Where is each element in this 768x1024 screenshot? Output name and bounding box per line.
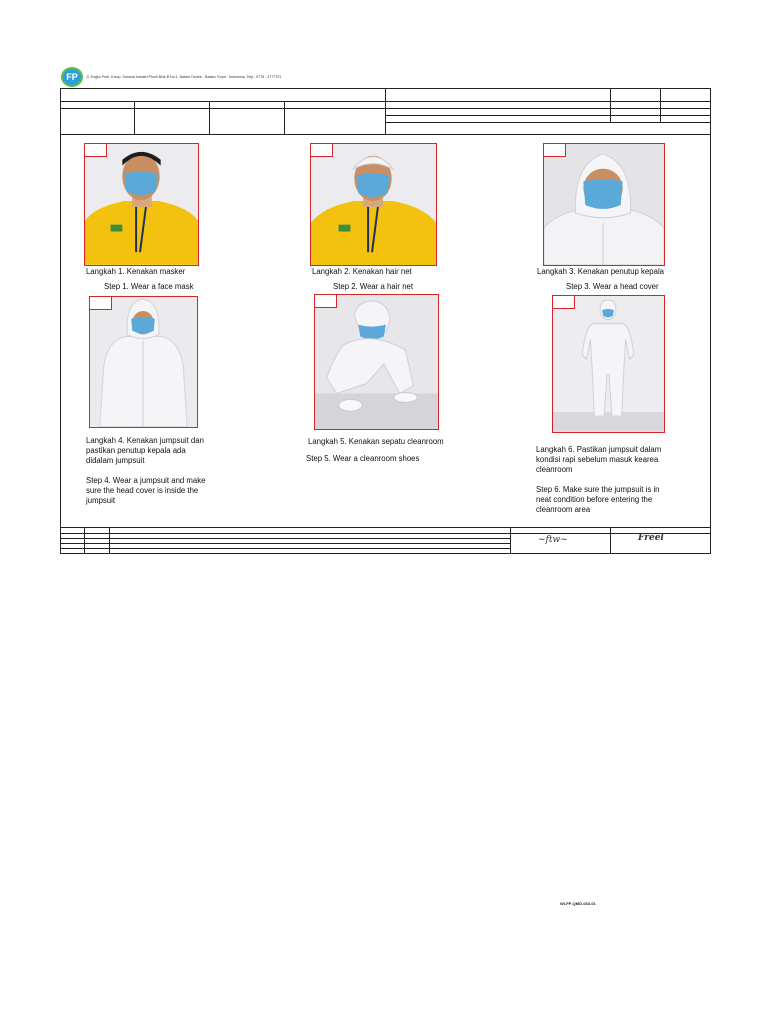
person-jumpsuit-photo [90,297,197,427]
signature-approver-1: ~ftw~ [538,535,568,545]
person-mask-photo [85,144,198,265]
document-number: WI-FP-QMD-033-01 [560,901,596,906]
step-2-caption-en: Step 2. Wear a hair net [333,282,414,291]
step-1-caption-en: Step 1. Wear a face mask [104,282,194,291]
signature-approver-2: Freel [638,533,664,543]
step-3-caption-en: Step 3. Wear a head cover [566,282,659,291]
step-3-photo [543,143,665,266]
step-5-number-box [315,295,337,308]
step-5-caption-en: Step 5. Wear a cleanroom shoes [306,454,420,463]
step-2-photo [310,143,437,266]
step-4-number-box [90,297,112,310]
person-shoes-photo [315,295,438,429]
step-3-caption-id: Langkah 3. Kenakan penutup kepala [537,267,665,276]
company-address: Jl. Engku Putri, Komp. Susana Industri Phoril Blok B No.1, Batam Centre - Batam, Kepri - Indonesia, Telp : 0778 - 4777701 [86,75,282,79]
step-2-caption-id: Langkah 2. Kenakan hair net [312,267,412,276]
step-1-photo [84,143,199,266]
step-2-number-box [311,144,333,157]
person-head-cover-photo [544,144,664,265]
company-logo: FP [61,67,83,87]
step-4-photo [89,296,198,428]
step-1-caption-id: Langkah 1. Kenakan masker [86,267,186,276]
step-5-caption-id: Langkah 5. Kenakan sepatu cleanroom [308,437,444,446]
step-4-caption-id: Langkah 4. Kenakan jumpsuit dan pastikan penutup kepala ada didalam jumpsuit [86,436,204,465]
step-4-caption-en: Step 4. Wear a jumpsuit and make sure the head cover is inside the jumpsuit [86,476,206,505]
step-1-number-box [85,144,107,157]
step-6-number-box [553,296,575,309]
person-hairnet-photo [311,144,436,265]
step-3-number-box [544,144,566,157]
step-6-caption-en: Step 6. Make sure the jumpsuit is in neat condition before entering the cleanroom area [536,485,660,514]
person-full-suit-photo [553,296,664,432]
step-5-photo [314,294,439,430]
step-6-photo [552,295,665,433]
step-6-caption-id: Langkah 6. Pastikan jumpsuit dalam kondisi rapi sebelum masuk kearea cleanroom [536,445,662,474]
